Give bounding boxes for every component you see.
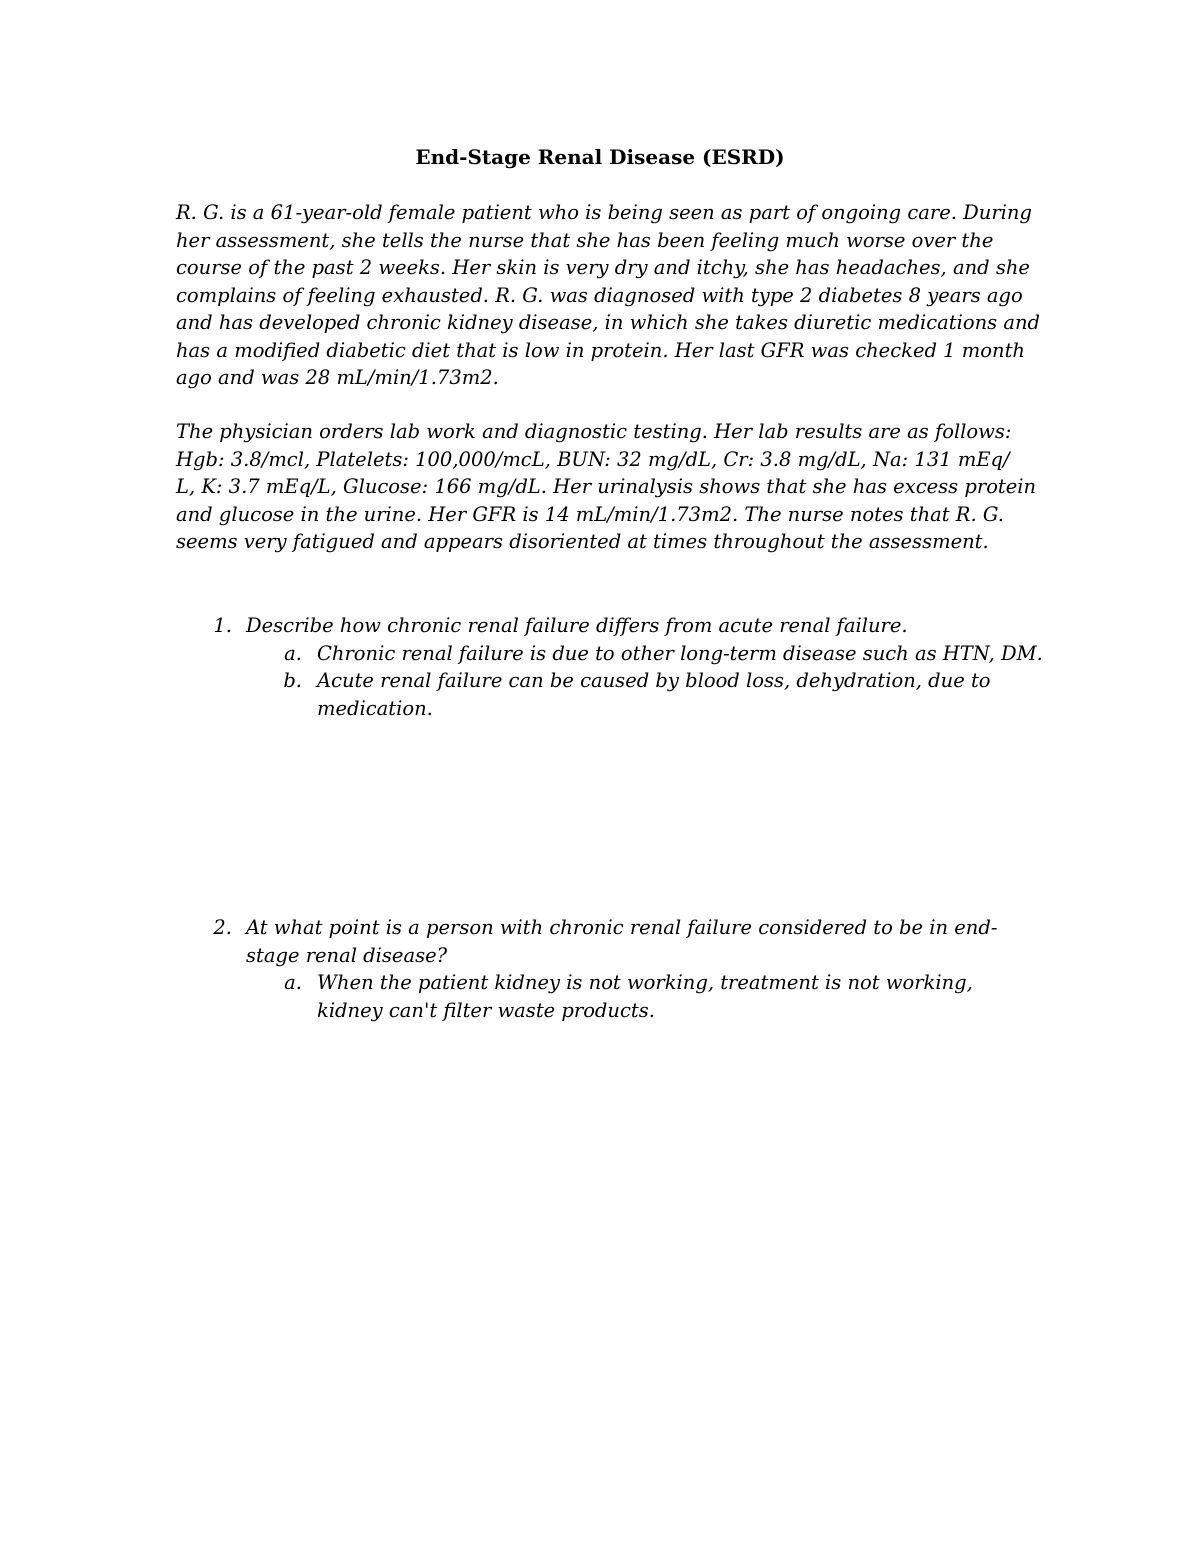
answer-text: When the patient kidney is not working, treatment is not working,: [317, 971, 973, 994]
paragraph-line: her assessment, she tells the nurse that she has been feeling much worse over the: [176, 228, 994, 252]
paragraph-line: complains of feeling exhausted. R. G. was diagnosed with type 2 diabetes 8 years ago: [176, 283, 1023, 307]
answer-text: kidney can't filter waste products.: [317, 998, 655, 1022]
paragraph-line: L, K: 3.7 mEq/L, Glucose: 166 mg/dL. Her urinalysis shows that she has excess protein: [176, 475, 1037, 498]
answer-letter: a.: [284, 971, 302, 994]
paragraph-line: R. G. is a 61-year-old female patient who is being seen as part of ongoing care. During: [176, 201, 1032, 224]
question-number: 1.: [213, 614, 232, 637]
answer-letter: a.: [284, 641, 302, 665]
paragraph-line: and glucose in the urine. Her GFR is 14 mL/min/1.73m2. The nurse notes that R. G.: [176, 502, 1004, 526]
paragraph-line: Hgb: 3.8/mcl, Platelets: 100,000/mcL, BUN: 32 mg/dL, Cr: 3.8 mg/dL, Na: 131 mEq/: [176, 447, 1010, 471]
paragraph-line: and has developed chronic kidney disease, in which she takes diuretic medications and: [176, 311, 1041, 334]
answer-text: medication.: [317, 696, 433, 720]
paragraph-line: ago and was 28 mL/min/1.73m2.: [176, 366, 499, 389]
paragraph-line: The physician orders lab work and diagnostic testing. Her lab results are as follows:: [176, 420, 1012, 443]
paragraph-line: has a modified diabetic diet that is low in protein. Her last GFR was checked 1 month: [176, 338, 1025, 362]
question-text: stage renal disease?: [246, 943, 448, 967]
lab-results-paragraph: [176, 418, 1056, 556]
document-title: End-Stage Renal Disease (ESRD): [415, 145, 785, 169]
question-text: Describe how chronic renal failure differs from acute renal failure.: [246, 614, 908, 637]
question-number: 2.: [213, 916, 232, 939]
answer-text: Chronic renal failure is due to other long-term disease such as HTN, DM.: [317, 641, 1043, 665]
answer-text: Acute renal failure can be caused by blood loss, dehydration, due to: [317, 669, 991, 692]
paragraph-line: seems very fatigued and appears disoriented at times throughout the assessment.: [176, 530, 989, 553]
answer-letter: b.: [283, 669, 302, 692]
question-text: At what point is a person with chronic renal failure considered to be in end-: [246, 916, 998, 939]
case-paragraph: [176, 199, 1056, 392]
paragraph-line: course of the past 2 weeks. Her skin is very dry and itchy, she has headaches, and she: [176, 256, 1030, 279]
